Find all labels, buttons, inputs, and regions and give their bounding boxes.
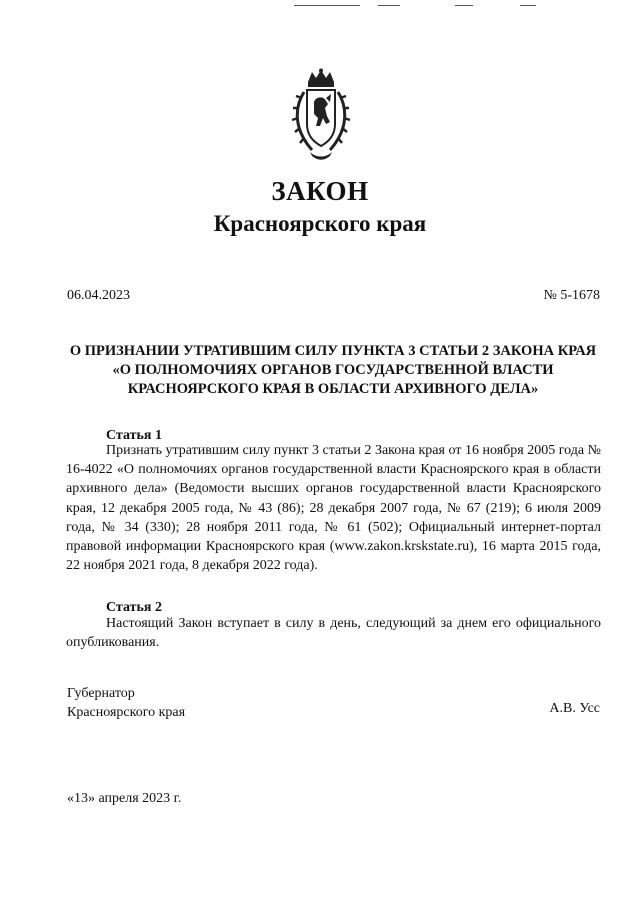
document-date: 06.04.2023 [67, 288, 130, 303]
krasnoyarsk-coat-of-arms-icon [290, 68, 352, 162]
signatory-position-line2: Красноярского края [67, 705, 186, 720]
article-2-title: Статья 2 [106, 600, 162, 615]
document-subtitle: Красноярского края [213, 211, 427, 236]
article-1-text: Признать утратившим силу пункт 3 статьи 2 Закона края от 16 ноября 2005 года № 16-4022 «О полномочиях органов государственной власти Красноярского края в области архивного дела» (Ведомости высших органов государственной власти Красноярского края, 12 декабря 2005 года, № 43 (86); 28 декабря 2007 года, № 67 (219); 6 июля 2009 года, № 34 (330); 28 ноября 2011 года, № 61 (502); Официальный интернет-портал правовой информации Красноярского края (www.zakon.krskstate.ru), 16 марта 2015 года, 22 ноября 2021 года, 8 декабря 2022 года). [66, 443, 601, 574]
scan-artifact-line [378, 5, 400, 6]
signing-date: «13» апреля 2023 г. [67, 791, 182, 806]
law-title: О ПРИЗНАНИИ УТРАТИВШИМ СИЛУ ПУНКТА 3 СТАТЬИ 2 ЗАКОНА КРАЯ «О ПОЛНОМОЧИЯХ ОРГАНОВ ГОСУДАРСТВЕННОЙ ВЛАСТИ КРАСНОЯРСКОГО КРАЯ В ОБЛАСТИ АРХИВНОГО ДЕЛА» [69, 343, 597, 397]
signatory-position-line1: Губернатор [67, 686, 135, 701]
scan-artifact-line [294, 5, 360, 6]
document-title: ЗАКОН [271, 176, 369, 206]
signatory-name: А.В. Усс [549, 701, 600, 716]
scan-artifact-line [520, 5, 536, 6]
article-1-title: Статья 1 [106, 428, 162, 443]
document-number: № 5-1678 [543, 288, 600, 303]
signatory-position [67, 684, 185, 722]
article-2-text: Настоящий Закон вступает в силу в день, следующий за днем его официального опубликования. [66, 616, 601, 651]
scan-artifact-line [455, 5, 473, 6]
